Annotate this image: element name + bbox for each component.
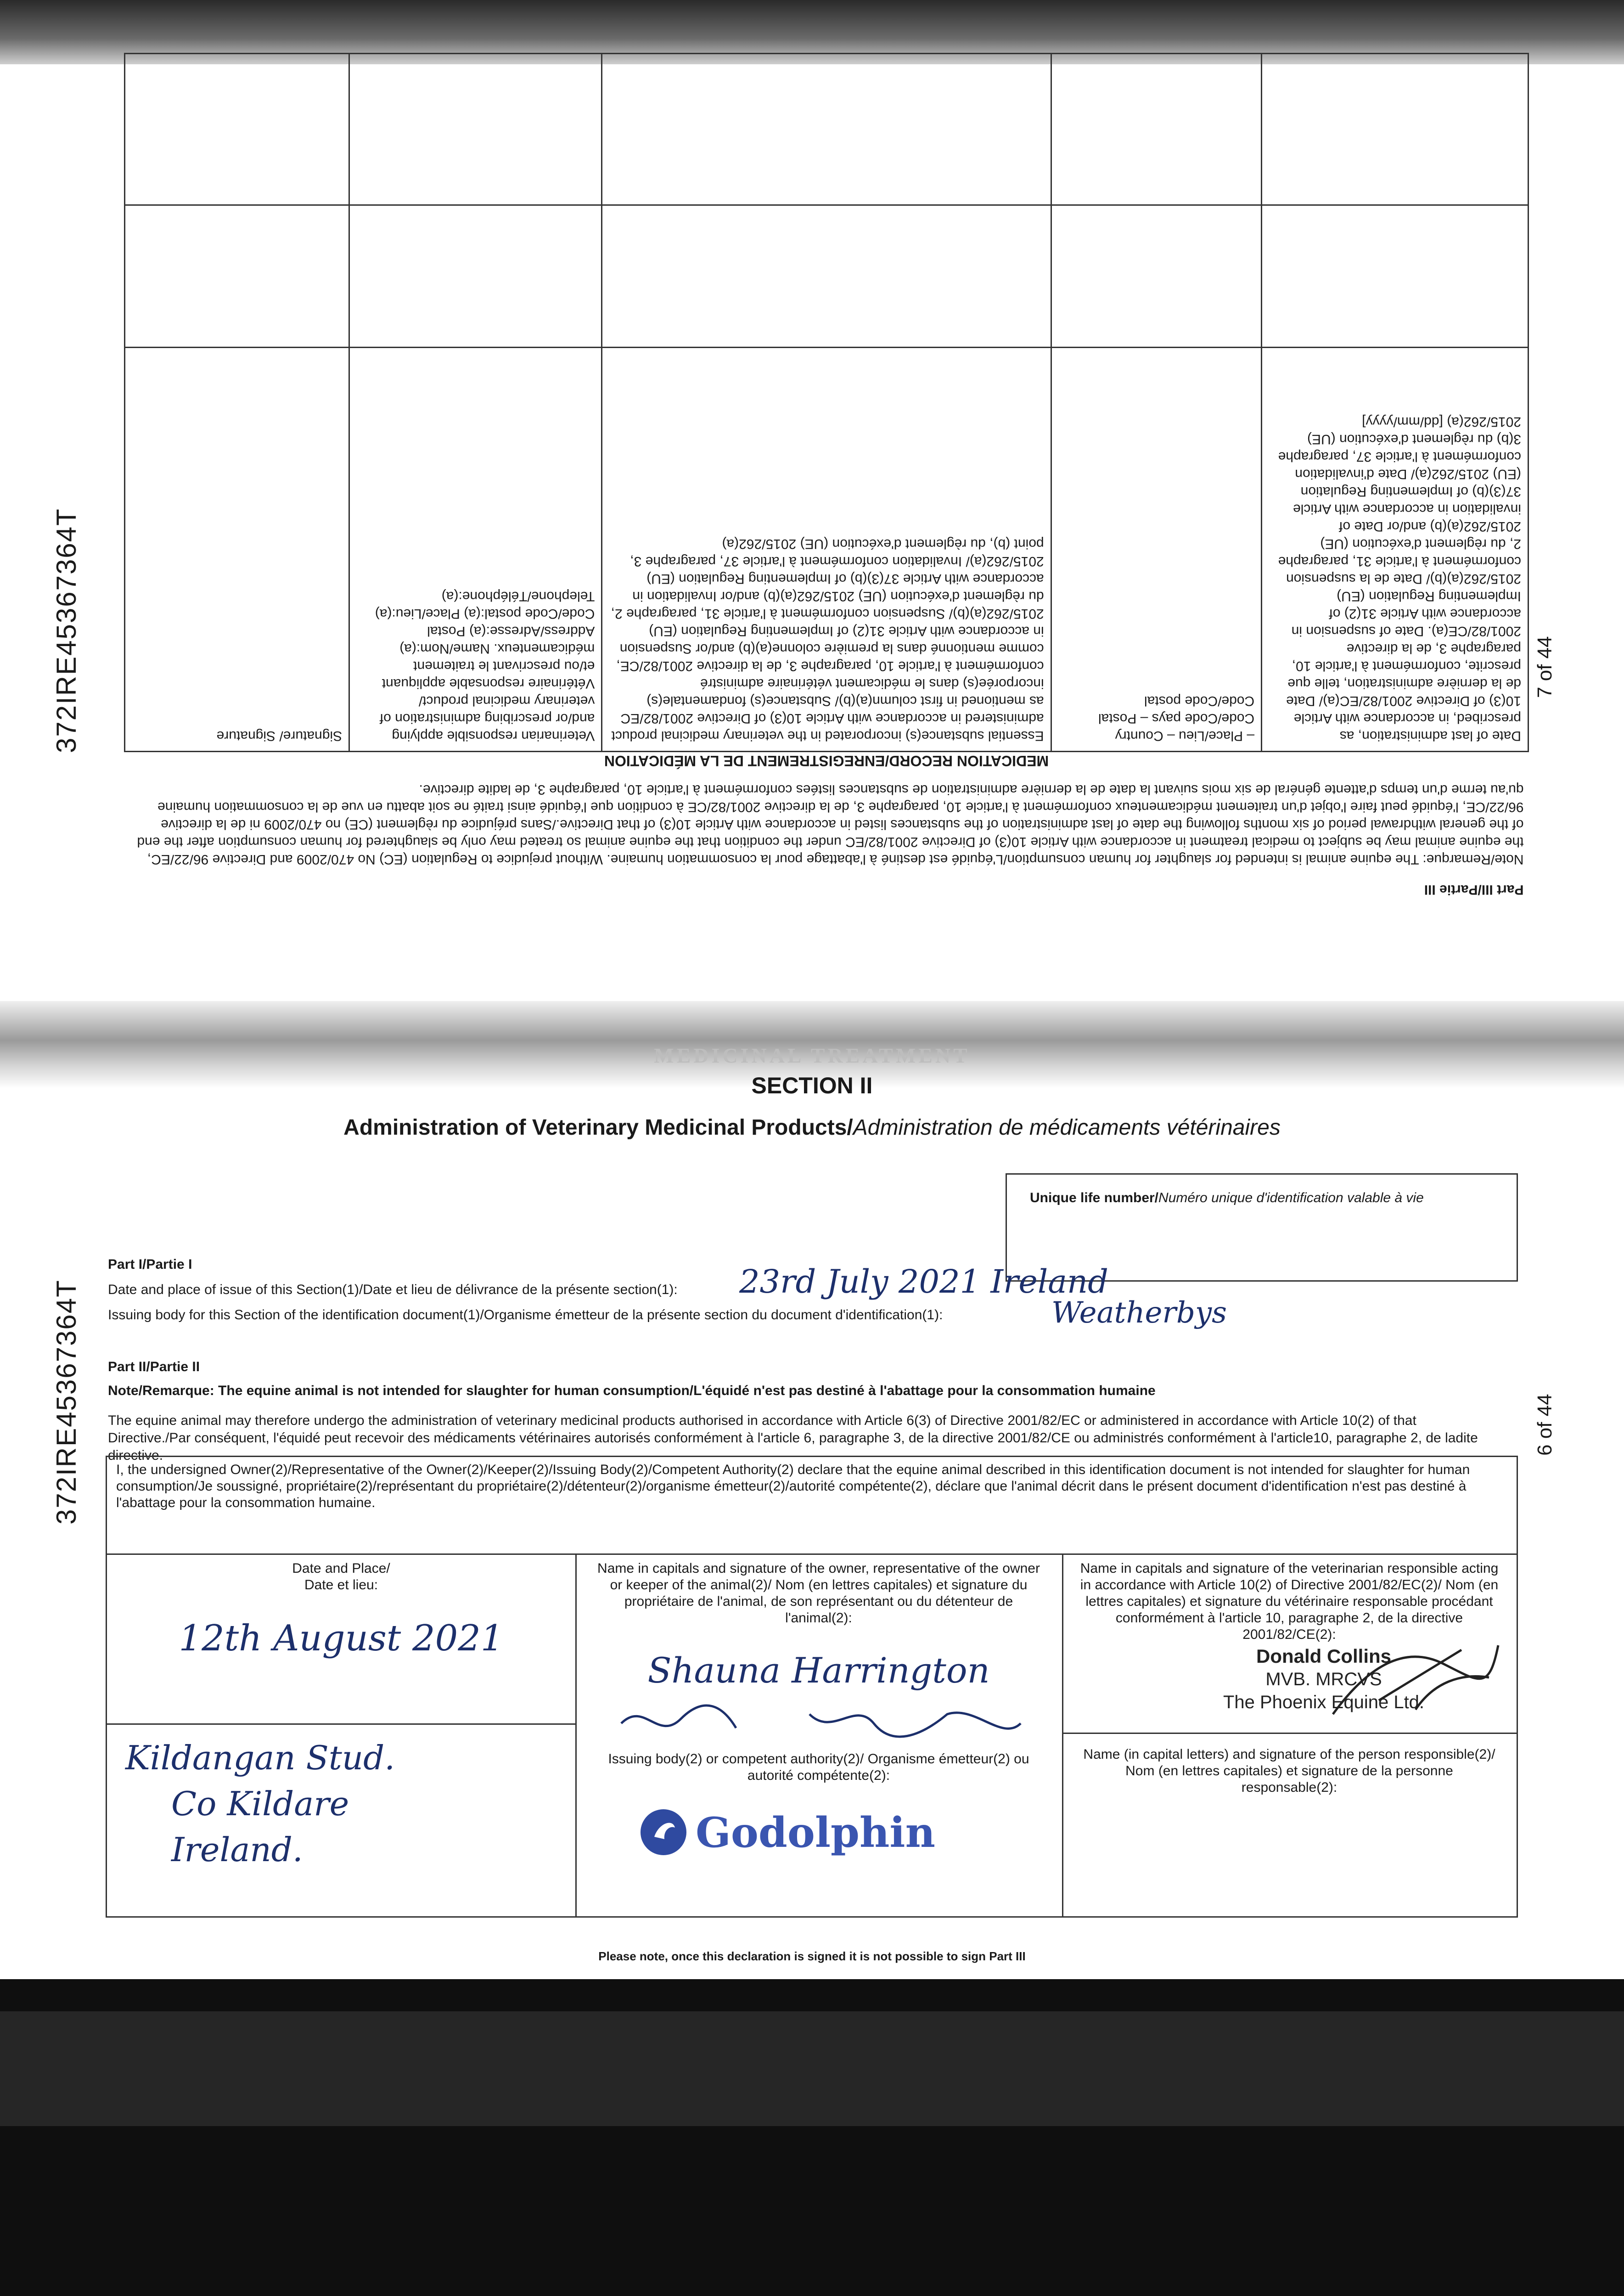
document-id-lower: 372IRE45367364T [51, 1279, 82, 1525]
section-subtitle [0, 1115, 1624, 1140]
col-substances: Essential substance(s) incorporated in the veterinary medicinal product administered in accordance with Article 10(3) of Directive 2001/82/EC as mentioned in first column(a)(b)/ Substance(s) fondamentale(s) incorporée(s) dans le médicament vétérinaire administré conformément à l'article 10, paragraphe 3, de la directive 2001/82/CE, comme mentionné dans la première colonne(a)(b) and/or Suspension in accordance with Article 31(2) of Implementing Regulation (EU) 2015/262(a)(b)/ Suspension conformément à l'article 31, paragraphe 2, du règlement d'exécution (UE) 2015/262(a)(b) and/or Invalidation in accordance with Article 37(3)(b) of Implementing Regulation (EU) 2015/262(a)/ Invalidation conformément à l'article 37, paragraphe 3, point (b), du règlement d'exécution (UE) 2015/262(a) [602, 348, 1051, 752]
section-title: SECTION II [751, 1073, 873, 1098]
issue-date-value: 23rd July 2021 Ireland [739, 1263, 1108, 1300]
person-responsible-label: Name (in capital letters) and signature of the person responsible(2)/ Nom (en lettres capitales) et signature de la personne responsable(2): [1083, 1747, 1495, 1795]
part-2-note: Note/Remarque: The equine animal is not intended for slaughter for human consumption/L'équidé n'est pas destiné à l'abattage pour la consommation humaine [108, 1383, 1156, 1398]
subtitle-fr: Administration de médicaments vétérinaires [853, 1115, 1281, 1140]
place-value-2: Co Kildare [171, 1784, 349, 1823]
empty-cell [602, 205, 1051, 348]
empty-cell [125, 205, 349, 348]
part-3-label: Part III/Partie III [1424, 882, 1524, 897]
document-id-upper: 372IRE45367364T [51, 508, 82, 753]
col-place: – Place/Lieu – Country Code/Code pays – Postal Code/Code postal [1051, 348, 1262, 752]
row-divider-left [107, 1723, 575, 1725]
empty-cell [349, 54, 602, 205]
page-number-upper: 7 of 44 [1534, 636, 1556, 698]
column-divider-2 [1062, 1553, 1063, 1916]
col-signature: Signature/ Signature [125, 348, 349, 752]
declaration-divider [107, 1553, 1517, 1555]
page-7-upside-down [124, 152, 1529, 905]
vet-stamp-name: Donald Collins [1256, 1645, 1391, 1667]
part-3-notice: Note/Remarque: The equine animal is intended for slaughter for human consumption/L'équidé est destiné à l'abattage pour la consommation humaine. Without prejudice to Regulation (EC) No 470/2009 and Directive 96/22/EC, the equine animal may be subject to medical treatment in accordance with Article 10(3) of Directive 2001/82/EC under the condition that the equine animal so treated may only be slaughtered for human consumption after the end of the general withdrawal period of six months following the date of last administration of the substances listed in accordance with Article 10(3) of that Directive./Sans préjudice du règlement (CE) no 470/2009 ni de la directive 96/22/CE, l'équidé peut faire l'objet d'un traitement médicamenteux conformément à l'article 10, paragraphe 3, de la directive 2001/82/CE à condition que l'équidé ainsi traité ne soit abattu en vue de la consommation humaine qu'au terme d'un temps d'attente général de six mois suivant la date de la dernière administration de substances listées conformément à l'article 10, paragraphe 3, de ladite directive. [137, 782, 1524, 867]
vet-label: Name in capitals and signature of the veterinarian responsible acting in accordance with Article 10(2) of Directive 2001/82/EC(2)/ Nom (en lettres capitales) et signature du vétérinaire responsable procédant conformément à l'article 10, paragraphe 2, de la directive 2001/82/CE(2): [1080, 1561, 1499, 1642]
vet-stamp-qualifications: MVB. MRCVS [1265, 1669, 1382, 1689]
vet-signature-scribble [1324, 1636, 1507, 1728]
empty-cell [125, 54, 349, 205]
declaration-text: I, the undersigned Owner(2)/Representative of the Owner(2)/Keeper(2)/Issuing Body(2)/Competent Authority(2) declare that the equine animal described in this identification document is not intended for slaughter for human consumption/Je soussigné, propriétaire(2)/représentant du propriétaire(2)/détenteur(2)/organisme émetteur(2)/autorité compétente(2), déclare que l'animal décrit dans le présent document d'identification n'est pas destiné à l'abattage pour la consommation humaine. [116, 1462, 1470, 1510]
issuing-body-label: Issuing body for this Section of the identification document(1)/Organisme émetteur de la présente section du document d'identification(1): [108, 1307, 943, 1322]
empty-cell [602, 54, 1051, 205]
owner-label: Name in capitals and signature of the owner, representative of the owner or keeper of the animal(2)/ Nom (en lettres capitales) et signature du propriétaire de l'animal, de son représentant ou du détenteur de l'animal(2): [597, 1561, 1040, 1626]
place-value-1: Kildangan Stud. [125, 1739, 395, 1777]
col-veterinarian: Veterinarian responsible applying and/or prescribing administration of veterinary medicinal product/ Vétérinaire responsable appliquant et/ou prescrivant le traitement médicamenteux. Name/Nom:(a) Address/Adresse:(a) Postal Code/Code postal:(a) Place/Lieu:(a) Telephone/Téléphone:(a) [349, 348, 602, 752]
owner-signature: Shauna Harrington [647, 1650, 990, 1691]
part-1-label: Part I/Partie I [108, 1257, 192, 1272]
vet-stamp-practice: The Phoenix Equine Ltd. [1223, 1692, 1425, 1712]
issuing-body-value: Weatherbys [1051, 1296, 1227, 1330]
owner-signature-scribble [617, 1696, 1030, 1746]
place-value-3: Ireland. [171, 1830, 303, 1869]
empty-cell [1051, 205, 1262, 348]
empty-cell [1262, 54, 1528, 205]
empty-cell [1262, 205, 1528, 348]
subtitle-en: Administration of Veterinary Medicinal Products/ [343, 1115, 853, 1140]
col-last-administration: Date of last administration, as prescribed, in accordance with Article 10(3) of Directive 2001/82/EC(a)/ Date de la dernière administration, telle que prescrite, conformément à l'article 10, paragraphe 3, de la directive 2001/82/CE(a). Date of suspension in accordance with Article 31(2) of Implementing Regulation (EU) 2015/262(a)(b)/ Date de la suspension conformément à l'article 31, paragraphe 2, du règlement d'exécution (UE) 2015/262(a)(b) and/or Date of invalidation in accordance with Article 37(3)(b) of Implementing Regulation (EU) 2015/262(a)/ Date d'invalidation conformément à l'article 37, paragraphe 3(b) du règlement d'exécution (UE) 2015/262(a) [dd/mm/yyyy] [1262, 348, 1528, 752]
godolphin-wordmark: Godolphin [696, 1808, 936, 1857]
column-divider-1 [575, 1553, 577, 1916]
date-value: 12th August 2021 [179, 1618, 504, 1659]
unique-life-label-fr: Numéro unique d'identification valable à vie [1158, 1190, 1424, 1205]
issue-date-label: Date and place of issue of this Section(1)/Date et lieu de délivrance de la présente section(1): [108, 1282, 678, 1297]
date-place-label: Date and Place/ Date et lieu: [292, 1561, 390, 1593]
unique-life-label-en: Unique life number/ [1030, 1190, 1159, 1205]
medication-record-table [124, 53, 1529, 905]
part-2-label: Part II/Partie II [108, 1359, 200, 1374]
godolphin-logo [636, 1805, 985, 1860]
issuing-authority-label: Issuing body(2) or competent authority(2)/ Organisme émetteur(2) ou autorité compétente(2): [608, 1751, 1029, 1783]
row-divider-right [1062, 1733, 1517, 1734]
part-2-paragraph: The equine animal may therefore undergo the administration of veterinary medicinal products authorised in accordance with Article 6(3) of Directive 2001/82/EC or administered in accordance with Article 10(2) of that Directive./Par conséquent, l'équidé peut recevoir des médicaments vétérinaires autorisés conformément à l'article 6, paragraphe 3, de la directive 2001/82/CE ou administrés conformément à l'article10, paragraphe 2, de ladite directive. [108, 1413, 1478, 1463]
medication-record-header: MEDICATION RECORD/ENREGISTREMENT DE LA MÉDICATION [604, 753, 1049, 769]
scan-bottom-band [0, 2011, 1624, 2126]
faded-heading: MEDICINAL TREATMENT [654, 1044, 970, 1067]
page-number-lower: 6 of 44 [1534, 1394, 1556, 1456]
empty-cell [1051, 54, 1262, 205]
footer-note: Please note, once this declaration is signed it is not possible to sign Part III [598, 1949, 1026, 1963]
empty-cell [349, 205, 602, 348]
